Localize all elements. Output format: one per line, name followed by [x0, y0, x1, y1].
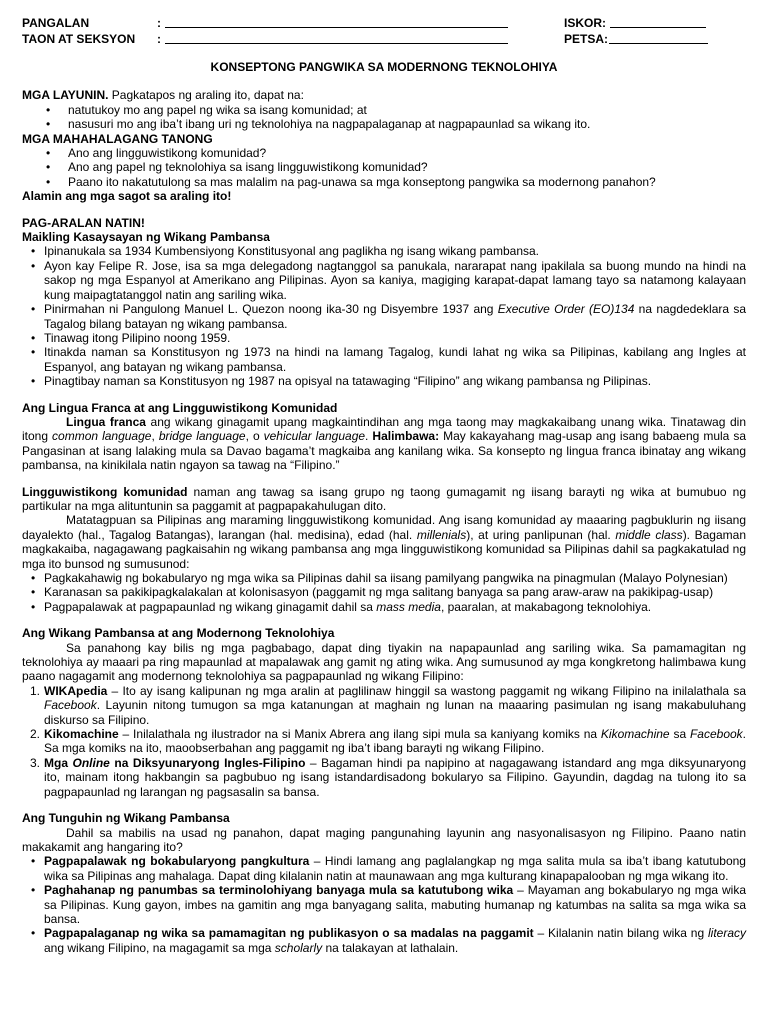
page-title: KONSEPTONG PANGWIKA SA MODERNONG TEKNOLOHIYA: [210, 60, 558, 74]
list-item: • Paghahanap ng panumbas sa terminolohiyang banyaga mula sa katutubong wika – Mayaman ang bokabularyo ng mga wika sa Pilipinas. Kung gayon, imbes na gamitin ang mga banyagang salita, mabuting humanap ng katumbas na salita sa mga wika sa bansa.: [22, 883, 746, 926]
modernong-heading: Ang Wikang Pambansa at ang Modernong Teknolohiya: [22, 626, 335, 641]
modern-tech-section: [22, 626, 746, 799]
modernong-intro: Sa panahong kay bilis ng mga pagbabago, dapat ding tiyakin na napapaunlad ang sariling wika. Sa pamamagitan ng teknolohiya ay maaari pa ring mapaunlad at mapalawak ang gamit ng ating wika. Ang sumusunod ay mga kongkretong halimbawa kung paano nagagamit ang modernong teknolohiya sa pagpapaunlad ng wikang Filipino:: [22, 640, 746, 684]
pangalan-field[interactable]: [165, 27, 508, 28]
layunin-list: [22, 103, 746, 132]
worksheet-page: [22, 16, 746, 955]
list-item: • Pagpapalaganap ng wika sa pamamagitan ng publikasyon o sa madalas na paggamit – Kilalanin natin bilang wika ng literacy ang wikang Filipino, na magagamit sa mga scholarly na talakayan at lathalain.: [22, 926, 746, 955]
taon-seksyon-field[interactable]: [165, 43, 508, 44]
tunguhin-list: [22, 854, 746, 955]
tanong-heading: MGA MAHAHALAGANG TANONG: [22, 131, 213, 146]
komunidad-section: [22, 485, 746, 615]
colon: :: [157, 16, 161, 30]
petsa-field[interactable]: [609, 43, 708, 44]
aralan-subheading: Maikling Kasaysayan ng Wikang Pambansa: [22, 230, 270, 245]
list-item: • natutukoy mo ang papel ng wika sa isang komunidad; at: [22, 103, 746, 117]
history-section: [22, 216, 746, 389]
komunidad-paragraph-2: Matatagpuan sa Pilipinas ang maraming lingguwistikong komunidad. Ang isang komunidad ay maaaring pagbuklurin ng iisang dayalekto (hal., Tagalog Batangas), larangan (hal. medisina), edad (hal. millenials), at uring panlipunan (hal. middle class). Bagaman magkakaiba, nagagawang pagkaisahin ng wikang pambansa ang mga lingguwistikong komunidad sa Pilipinas dahil sa pagkakatulad ng mga ito bunsod ng sumusunod:: [22, 513, 746, 571]
layunin-line: [22, 88, 746, 102]
list-item: • Ipinanukala sa 1934 Kumbensiyong Konstitusyonal ang paglikha ng isang wikang pambansa.: [22, 244, 746, 258]
objectives-section: [22, 88, 746, 203]
layunin-heading: MGA LAYUNIN.: [22, 88, 109, 103]
iskor-field[interactable]: [610, 27, 706, 28]
list-item: • Ayon kay Felipe R. Jose, isa sa mga delegadong nagtanggol sa panukala, nararapat nang ipakilala sa buong mundo na hindi na sakop ng mga Espanyol at Amerikano ang Pilipinas. Ayon sa kaniya, magiging karapat-dapat lamang tayo sa natamong kalayaan kung maipagtatanggol natin ang sariling wika.: [22, 259, 746, 302]
list-item: • Paano ito nakatutulong sa mas malalim na pag-unawa sa mga konseptong pangwika sa modernong panahon?: [22, 175, 746, 189]
student-info-header: [22, 16, 746, 48]
list-item: • Ano ang lingguwistikong komunidad?: [22, 146, 746, 160]
taon-seksyon-label: TAON AT SEKSYON: [22, 32, 136, 46]
list-item: • Itinakda naman sa Konstitusyon ng 1973 na hindi na lamang Tagalog, kundi lahat ng wika sa Pilipinas, kabilang ang Ingles at Espanyol, ang batayan ng wikang pambansa.: [22, 345, 746, 374]
komunidad-list: [22, 571, 746, 614]
list-item: • Karanasan sa pakikipagkalakalan at kolonisasyon (paggamit ng mga salitang banyaga sa pang araw-araw na pakikipag-usap): [22, 585, 746, 599]
lingua-franca-section: [22, 401, 746, 473]
tech-examples-list: [22, 684, 746, 799]
list-item: • Ano ang papel ng teknolohiya sa isang lingguwistikong komunidad?: [22, 160, 746, 174]
list-item: • Pagpapalawak at pagpapaunlad ng wikang ginagamit dahil sa mass media, paaralan, at makabagong teknolohiya.: [22, 600, 746, 614]
list-item: • Tinawag itong Pilipino noong 1959.: [22, 331, 746, 345]
list-item: • nasusuri mo ang iba’t ibang uri ng teknolohiya na nagpapalaganap at nagpapaunlad sa wikang ito.: [22, 117, 746, 131]
tunguhin-heading: Ang Tunguhin ng Wikang Pambansa: [22, 811, 230, 826]
list-item: 3. Mga Online na Diksyunaryong Ingles-Filipino – Bagaman hindi pa napipino at nagagawang istandard ang mga diksyunaryong ito, mainam itong hakbangin sa pagbubuo ng isang istandardisadong bokularyo sa Filipino. Gayundin, dagdag na tulong ito sa pagpapaunlad ng larangan ng pagsasalin sa bansa.: [30, 755, 746, 799]
list-item: 1. WIKApedia – Ito ay isang kalipunan ng mga aralin at paglilinaw hinggil sa wastong paggamit ng wikang Filipino na inilalathala sa Facebook. Layunin nitong tumugon sa mga katanungan at maghain ng lunan na maaaring pasimulan ng isang makabuluhang diskurso sa Filipino.: [30, 683, 746, 727]
tunguhin-intro: Dahil sa mabilis na usad ng panahon, dapat maging pangunahing layunin ang nasyonalisasyon ng Filipino. Paano natin makakamit ang hangaring ito?: [22, 825, 746, 854]
aralan-heading: PAG-ARALAN NATIN!: [22, 215, 145, 230]
list-item: • Pagkakahawig ng bokabularyo ng mga wika sa Pilipinas dahil sa iisang pamilyang pangwika na pinagmulan (Malayo Polynesian): [22, 571, 746, 585]
pangalan-label: PANGALAN: [22, 16, 90, 30]
iskor-label: ISKOR:: [564, 16, 606, 30]
lingua-paragraph: Lingua franca ang wikang ginagamit upang magkaintindihan ang mga taong may magkakaibang unang wika. Tinatawag din itong common language, bridge language, o vehicular language. Halimbawa: May kakayahang mag-usap ang isang babaeng mula sa Pangasinan at isang lalaking mula sa Davao bagama’t magkaiba ang kanilang wika. Sa konsepto ng lingua franca ibinatay ang wikang pambansa, na kinikilala natin ngayon sa tawag na “Filipino.”: [22, 414, 747, 473]
list-item: • Pinirmahan ni Pangulong Manuel L. Quezon noong ika-30 ng Disyembre 1937 ang Executive Order (EO)134 na nagdedeklara sa Tagalog bilang batayan ng wikang pambansa.: [22, 302, 746, 331]
list-item: 2. Kikomachine – Inilalathala ng ilustrador na si Manix Abrera ang ilang sipi mula sa kaniyang komiks na Kikomachine sa Facebook. Sa mga komiks na ito, maoobserbahan ang paggamit ng iba’t ibang barayti ng wikang Filipino.: [30, 727, 747, 756]
colon: :: [157, 32, 161, 46]
list-item: • Pinagtibay naman sa Konstitusyon ng 1987 na opisyal na tatawaging “Filipino” ang wikang pambansa ng Pilipinas.: [22, 374, 746, 388]
tanong-list: [22, 146, 746, 189]
tunguhin-section: [22, 811, 746, 955]
komunidad-paragraph: Lingguwistikong komunidad naman ang tawag sa isang grupo ng taong gumagamit ng iisang barayti ng wika at bumubuo ng partikular na mga alituntunin sa paggamit at pagpapakahulugan dito.: [22, 484, 747, 513]
list-item: • Pagpapalawak ng bokabularyong pangkultura – Hindi lamang ang paglalangkap ng mga salita mula sa iba’t ibang katutubong wika sa Pilipinas ang mahalaga. Dapat ding kilalanin natin at maunawaan ang mga kulturang kinapapalooban ng mga wikang ito.: [22, 854, 746, 883]
history-list: [22, 244, 746, 388]
petsa-label: PETSA:: [564, 32, 609, 46]
lingua-heading: Ang Lingua Franca at ang Lingguwistikong Komunidad: [22, 400, 338, 415]
layunin-intro: Pagkatapos ng araling ito, dapat na:: [108, 88, 304, 103]
tanong-closing: Alamin ang mga sagot sa araling ito!: [22, 189, 232, 204]
